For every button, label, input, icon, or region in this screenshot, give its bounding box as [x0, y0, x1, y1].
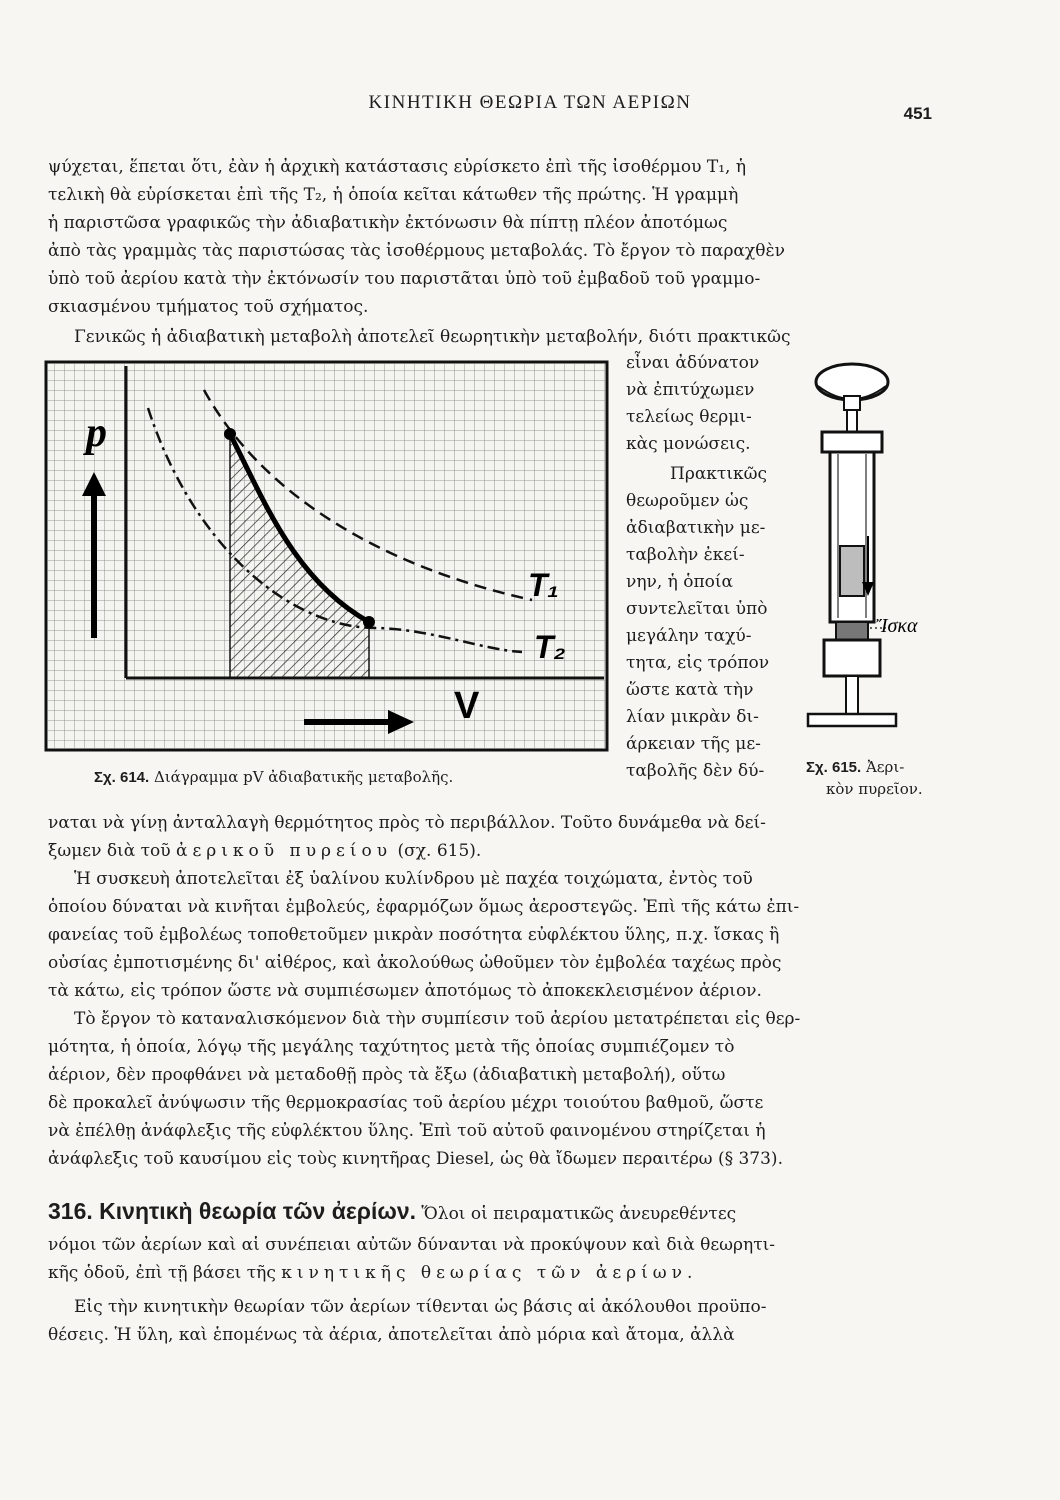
text-line [48, 840, 481, 862]
text-line: ἡ παριστῶσα γραφικῶς τὴν ἀδιαβατικὴν ἐκτόνωσιν θὰ πίπτῃ πλέον ἀποτόμως [48, 213, 728, 233]
text-line: ὁποίου δύναται νὰ κινῆται ἐμβολεύς, ἐφαρμόζων ὅμως ἀεροστεγῶς. Ἐπὶ τῆς κάτω ἐπι- [48, 897, 800, 917]
text-line: οὐσίας ἐμποτισμένης δι' αἰθέρος, καὶ ἀκολούθως ὠθοῦμεν τὸν ἐμβολέα ταχέως πρὸς [48, 953, 782, 973]
p-axis-label: p [86, 410, 107, 456]
text-line: Γενικῶς ἡ ἀδιαβατικὴ μεταβολὴ ἀποτελεῖ θεωρητικὴν μεταβολήν, διότι πρακτικῶς [74, 327, 791, 347]
column-line: κὰς μονώσεις. [626, 434, 751, 454]
figure-614-number: Σχ. 614. [94, 769, 150, 786]
section-heading: 316. Κινητικὴ θεωρία τῶν ἀερίων. [48, 1198, 416, 1224]
text-line: Τὸ ἔργον τὸ καταναλισκόμενον διὰ τὴν συμπίεσιν τοῦ ἀερίου μετατρέπεται εἰς θερ- [74, 1009, 801, 1029]
text-line: σκιασμένου τμήματος τοῦ σχήματος. [48, 297, 369, 317]
text-line: ψύχεται, ἕπεται ὅτι, ἐὰν ἡ ἀρχικὴ κατάστασις εὑρίσκετο ἐπὶ τῆς ἰσοθέρμου T₁, ἡ [48, 157, 747, 177]
emphasized-term: κινητικῆς θεωρίας τῶν ἀερίων. [281, 1263, 698, 1283]
text-line: μότητα, ἡ ὁποία, λόγῳ τῆς μεγάλης ταχύτητος μετὰ τῆς ὁποίας συμπιέζομεν τὸ [48, 1037, 735, 1057]
column-line: ἀδιαβατικὴν με- [626, 518, 766, 538]
pv-diagram-figure [44, 360, 609, 752]
figure-614-text: Διάγραμμα pV ἀδιαβατικῆς μεταβολῆς. [149, 768, 454, 786]
figure-615-number: Σχ. 615. [806, 759, 862, 776]
column-line: ταβολὴν ἐκεί- [626, 545, 745, 565]
column-line: ταβολῆς δὲν δύ- [626, 761, 765, 781]
text-fragment: κῆς ὁδοῦ, ἐπὶ τῇ βάσει τῆς [48, 1263, 282, 1283]
t1-label: T₁ [528, 567, 559, 603]
isua-label: Ἴσκα [876, 615, 918, 637]
fire-syringe-figure [800, 356, 940, 756]
text-line: ναται νὰ γίνῃ ἀνταλλαγὴ θερμότητος πρὸς τὸ περιβάλλον. Τοῦτο δυνάμεθα νὰ δεί- [48, 813, 766, 833]
figure-615-caption [806, 758, 904, 776]
t2-label: T₂ [534, 629, 566, 665]
text-line: ἀνάφλεξις τοῦ καυσίμου εἰς τοὺς κινητῆρας Diesel, ὡς θὰ ἴδωμεν περαιτέρω (§ 373). [48, 1149, 783, 1169]
text-line: τὰ κάτω, εἰς τρόπον ὥστε νὰ συμπιέσωμεν ἀποτόμως τὸ ἀποκεκλεισμένον ἀέριον. [48, 981, 762, 1001]
text-fragment: ξωμεν διὰ τοῦ [48, 841, 176, 861]
text-line: ἀπὸ τὰς γραμμὰς τὰς παριστώσας τὰς ἰσοθέρμους μεταβολάς. Τὸ ἔργον τὸ παραχθὲν [48, 241, 785, 261]
figure-615-text: Ἀερι- [861, 758, 905, 776]
text-line: δὲ προκαλεῖ ἀνύψωσιν τῆς θερμοκρασίας τοῦ ἀερίου μέχρι τοιούτου βαθμοῦ, ὥστε [48, 1093, 764, 1113]
column-line: εἶναι ἀδύνατον [626, 353, 760, 373]
text-line: ἀέριον, δὲν προφθάνει νὰ μεταδοθῇ πρὸς τὰ ἔξω (ἀδιαβατικὴ μεταβολή), οὕτω [48, 1065, 726, 1085]
column-line: τητα, εἰς τρόπον [626, 653, 770, 673]
figure-614-caption [94, 768, 453, 786]
text-line: τελικὴ θὰ εὑρίσκεται ἐπὶ τῆς T₂, ἡ ὁποία κεῖται κάτωθεν τῆς πρώτης. Ἡ γραμμὴ [48, 185, 739, 205]
text-line: Εἰς τὴν κινητικὴν θεωρίαν τῶν ἀερίων τίθενται ὡς βάσις αἱ ἀκόλουθοι προϋπο- [74, 1297, 767, 1317]
column-line: τελείως θερμι- [626, 407, 752, 427]
column-line: νὰ ἐπιτύχωμεν [626, 380, 755, 400]
column-line: θεωροῦμεν ὡς [626, 491, 749, 511]
section-heading-line [48, 1196, 736, 1229]
text-line: θέσεις. Ἡ ὕλη, καὶ ἑπομένως τὰ ἀέρια, ἀποτελεῖται ἀπὸ μόρια καὶ ἄτομα, ἀλλὰ [48, 1325, 735, 1345]
text-fragment: Ὅλοι οἱ πειραματικῶς ἀνευρεθέντες [416, 1204, 737, 1224]
text-line: νόμοι τῶν ἀερίων καὶ αἱ συνέπειαι αὐτῶν δύνανται νὰ προκύψουν καὶ διὰ θεωρητι- [48, 1235, 776, 1255]
text-line [48, 1262, 697, 1284]
column-line: λίαν μικρὰν δι- [626, 707, 759, 727]
column-line: Πρακτικῶς [670, 464, 768, 484]
column-line: άρκειαν τῆς με- [626, 734, 761, 754]
figure-615-caption-line2: κὸν πυρεῖον. [826, 780, 923, 798]
column-line: συντελεῖται ὑπὸ [626, 599, 768, 619]
column-line: νην, ἡ ὁποία [626, 572, 734, 592]
emphasized-term: ἀερικοῦ πυρείου [175, 841, 393, 861]
text-line: φανείας τοῦ ἐμβολέως τοποθετοῦμεν μικρὰν ποσότητα εὐφλέκτου ὕλης, π.χ. ἴσκας ἢ [48, 925, 780, 945]
column-line: μεγάλην ταχύ- [626, 626, 752, 646]
text-line: ὑπὸ τοῦ ἀερίου κατὰ τὴν ἐκτόνωσίν του παριστᾶται ὑπὸ τοῦ ἐμβαδοῦ τοῦ γραμμο- [48, 269, 761, 289]
text-line: Ἡ συσκευὴ ἀποτελεῖται ἐξ ὑαλίνου κυλίνδρου μὲ παχέα τοιχώματα, ἐντὸς τοῦ [74, 869, 753, 889]
running-header: ΚΙΝΗΤΙΚΗ ΘΕΩΡΙΑ ΤΩΝ ΑΕΡΙΩΝ [368, 92, 692, 113]
text-line: νὰ ἐπέλθῃ ἀνάφλεξις τῆς εὐφλέκτου ὕλης. Ἐπὶ τοῦ αὐτοῦ φαινομένου στηρίζεται ἡ [48, 1121, 766, 1141]
text-fragment: (σχ. 615). [392, 841, 482, 861]
column-line: ὥστε κατὰ τὴν [626, 680, 754, 700]
page-number: 451 [903, 104, 932, 123]
v-axis-label: V [454, 685, 480, 727]
